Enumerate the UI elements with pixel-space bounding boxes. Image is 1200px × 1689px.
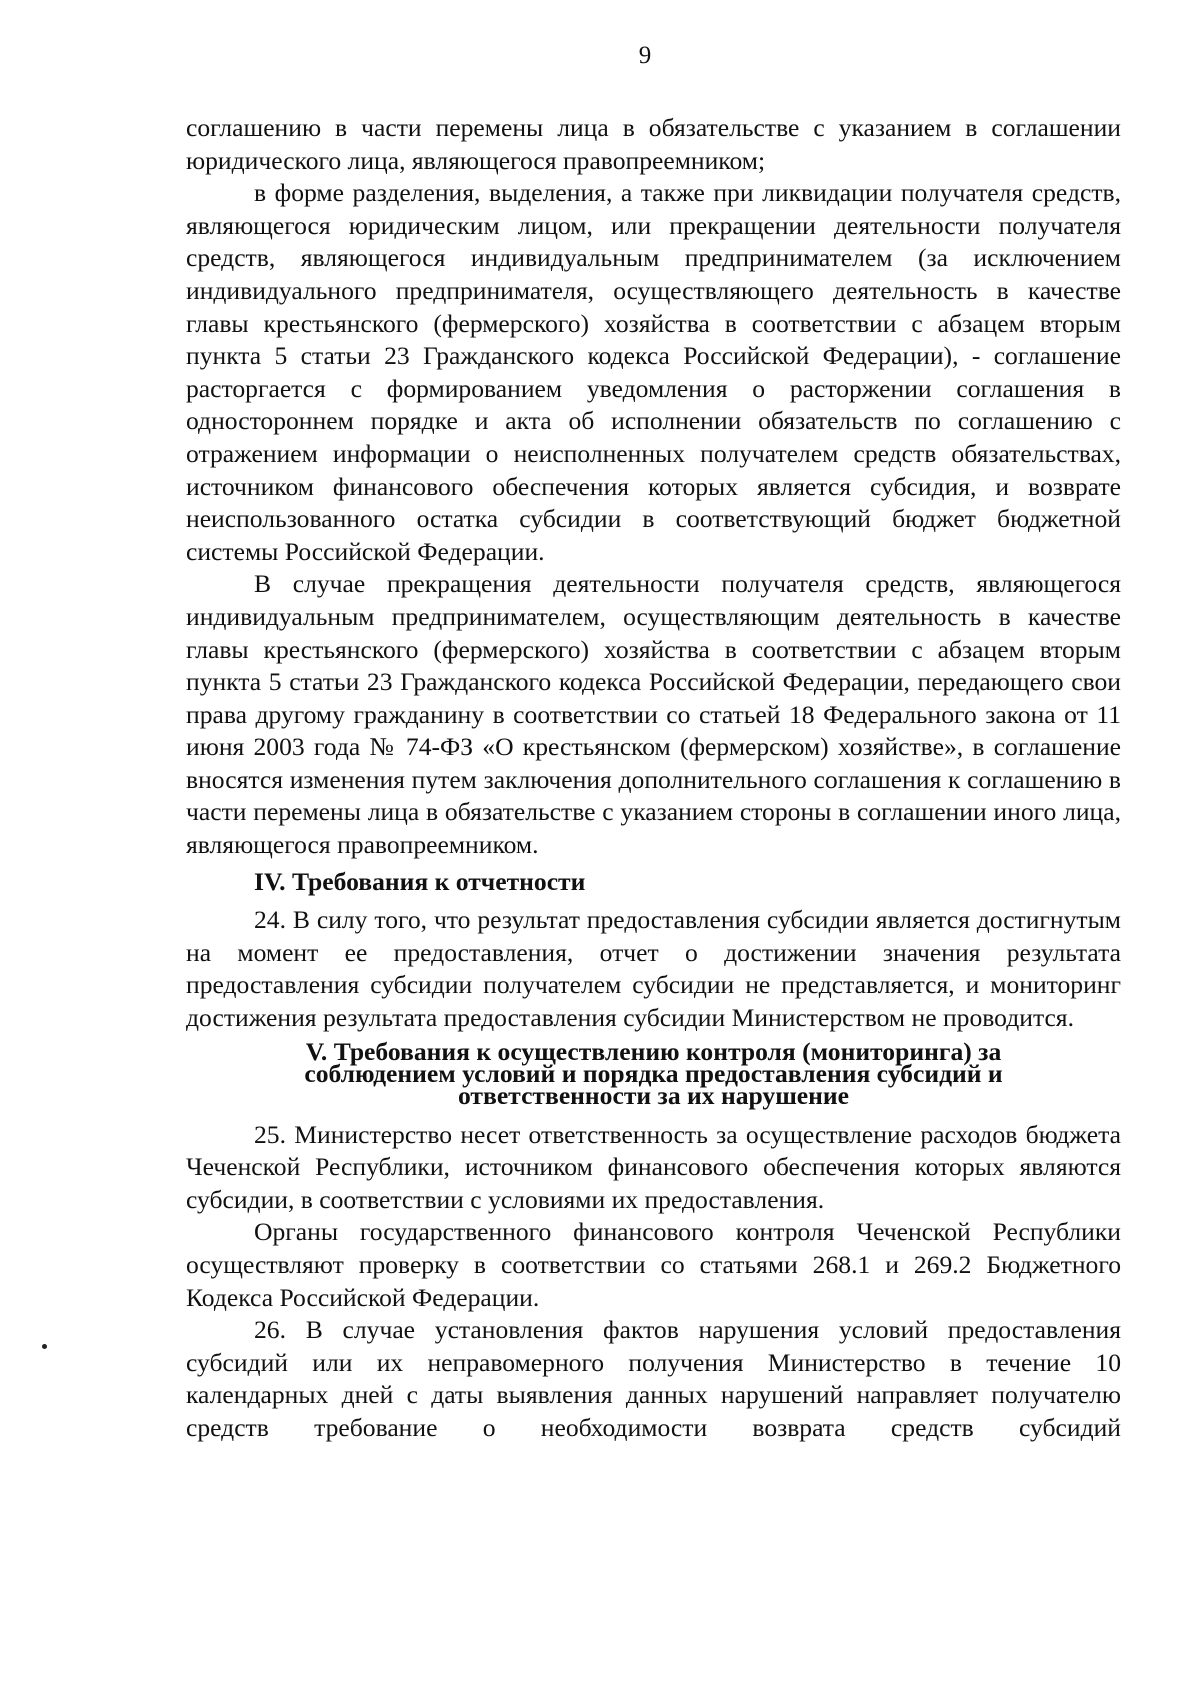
- scan-speck: [42, 1344, 47, 1349]
- paragraph-continuation: соглашению в части перемены лица в обязательстве с указанием в соглашении юридического лица, являющегося правопреемником;: [186, 113, 1121, 175]
- section-4-heading: IV. Требования к отчетности: [254, 866, 586, 896]
- paragraph-24: 24. В силу того, что результат предоставления субсидии является достигнутым на момент ее предоставления, отчет о достижении значения результата предоставления субсидии получателем субсидии не представляется, и мониторинг достижения результата предоставления субсидии Министерством не проводится.: [186, 905, 1121, 1033]
- page-number: 9: [638, 42, 652, 69]
- section-5-heading-line: ответственности за их нарушение: [457, 1080, 850, 1110]
- paragraph-liquidation: в форме разделения, выделения, а также при ликвидации получателя средств, являющегося юридическим лицом, или прекращении деятельности получателя средств, являющегося индивидуальным предпринимателем (за исключением индивидуального предпринимателя, осуществляющего деятельность в качестве главы крестьянского (фермерского) хозяйства в соответствии с абзацем вторым пункта 5 статьи 23 Гражданского кодекса Российской Федерации), - соглашение расторгается с формированием уведомления о расторжении соглашения в одностороннем порядке и акта об исполнении обязательств по соглашению с отражением информации о неисполненных получателем средств обязательствах, источником финансового обеспечения которых является субсидия, и возврате неиспользованного остатка субсидии в соответствующий бюджет бюджетной системы Российской Федерации.: [186, 178, 1121, 566]
- paragraph-control-bodies: Органы государственного финансового контроля Чеченской Республики осуществляют проверку в соответствии со статьями 268.1 и 269.2 Бюджетного Кодекса Российской Федерации.: [186, 1217, 1121, 1312]
- document-body: [186, 112, 1121, 1445]
- section-5-heading-line: V. Требования к осуществлению контроля (мониторинга) за: [305, 1036, 1002, 1066]
- section-5-heading-line: соблюдением условий и порядка предоставления субсидий и: [304, 1058, 1003, 1088]
- paragraph-farm-head: В случае прекращения деятельности получателя средств, являющегося индивидуальным предпринимателем, осуществляющим деятельность в качестве главы крестьянского (фермерского) хозяйства в соответствии с абзацем вторым пункта 5 статьи 23 Гражданского кодекса Российской Федерации, передающего свои права другому гражданину в соответствии со статьей 18 Федерального закона от 11 июня 2003 года № 74-ФЗ «О крестьянском (фермерском) хозяйстве», в соглашение вносятся изменения путем заключения дополнительного соглашения к соглашению в части перемены лица в обязательстве с указанием стороны в соглашении иного лица, являющегося правопреемником.: [186, 569, 1121, 860]
- section-5-heading: [186, 1035, 1121, 1119]
- paragraph-26: 26. В случае установления фактов нарушения условий предоставления субсидий или их неправомерного получения Министерство в течение 10 календарных дней с даты выявления данных нарушений направляет получателю средств требование о необходимости возврата средств субсидий: [186, 1315, 1121, 1442]
- paragraph-25: 25. Министерство несет ответственность за осуществление расходов бюджета Чеченской Республики, источником финансового обеспечения которых являются субсидии, в соответствии с условиями их предоставления.: [186, 1119, 1121, 1214]
